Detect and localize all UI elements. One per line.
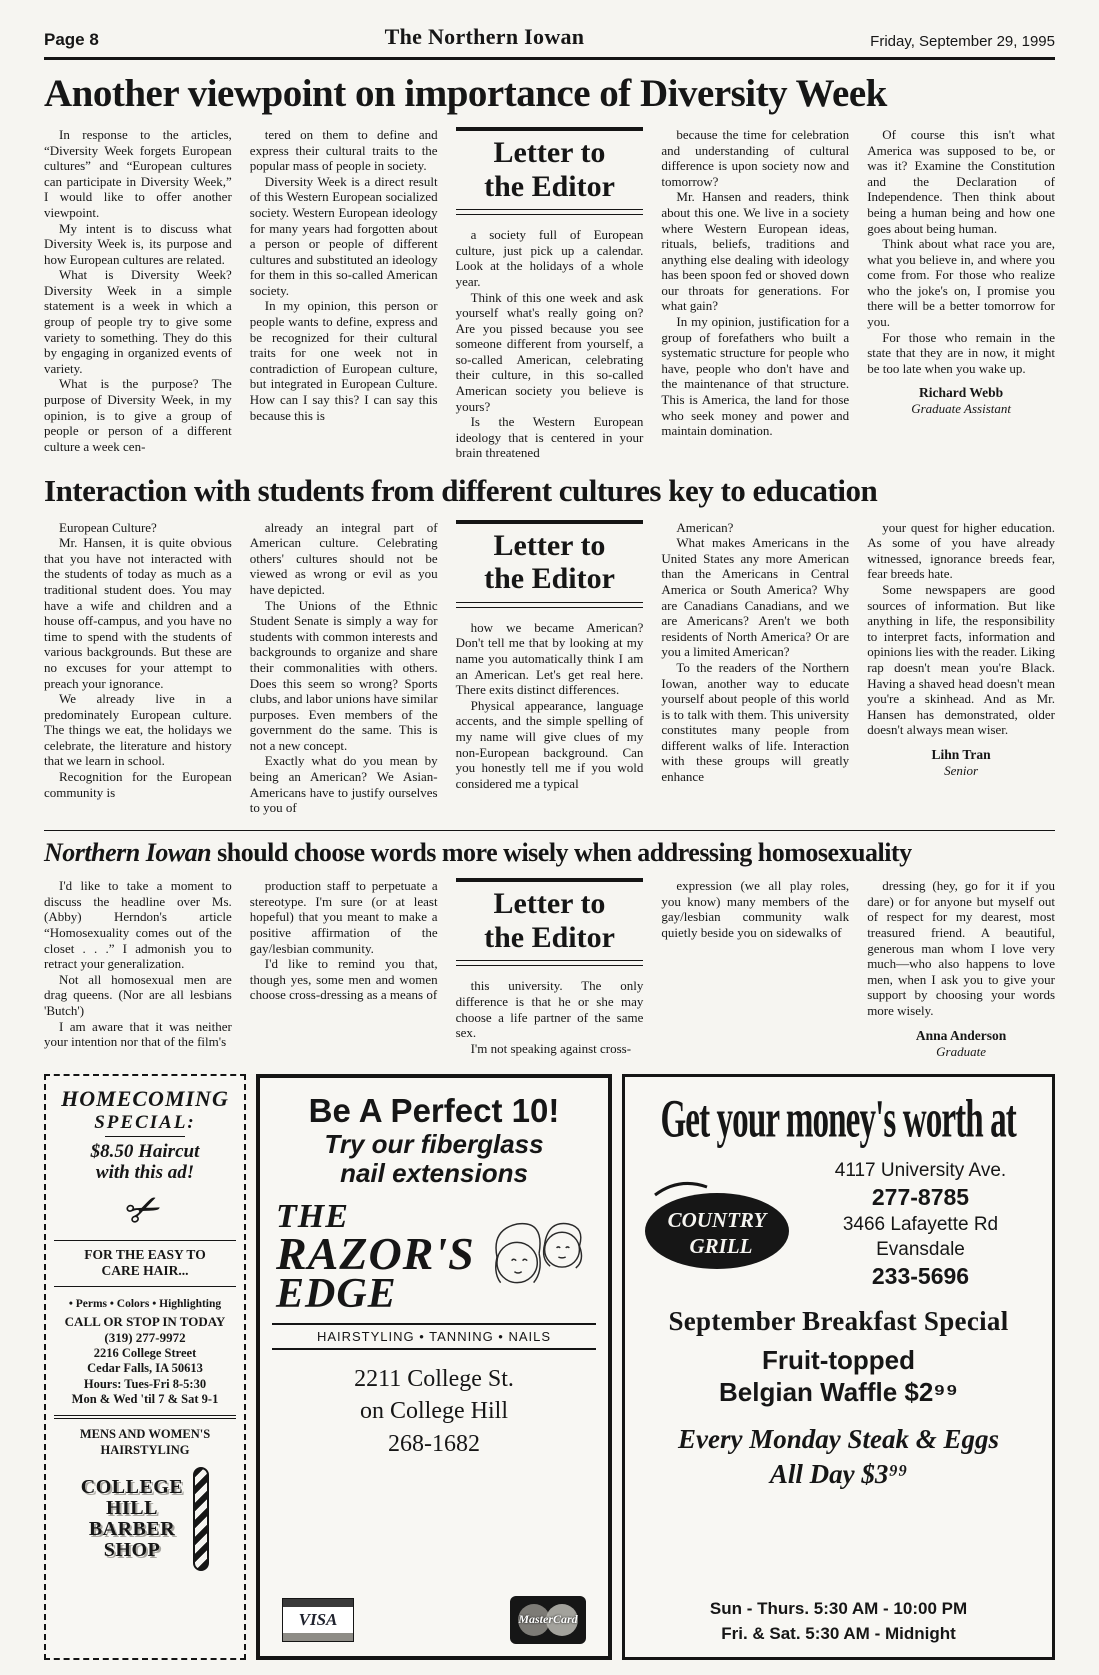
ad-monday-special-line: All Day $3⁹⁹ bbox=[769, 1458, 908, 1489]
scissors-icon: ✂ bbox=[119, 1183, 171, 1240]
ad-address-line: Evansdale bbox=[876, 1238, 965, 1260]
paragraph: production staff to perpetuate a stereotype. I'm sure (or at least hopeful) that you meant to make a positive affirmation of the gay/lesbian community. bbox=[249, 878, 438, 956]
visa-wordmark: VISA bbox=[298, 1610, 338, 1629]
shop-name-line: SHOP bbox=[103, 1538, 161, 1561]
ad-phone-number: 268-1682 bbox=[388, 1430, 480, 1457]
barber-shop-name-block bbox=[54, 1467, 236, 1571]
ad-address-line: 2216 College Street bbox=[93, 1345, 197, 1360]
paragraph: I'd like to remind you that, though yes, some men and women choose cross-dressing as a means of bbox=[249, 956, 438, 1003]
ad-phone-number: (319) 277-9972 bbox=[104, 1329, 186, 1345]
paragraph: My intent is to discuss what Diversity Week is, its purpose and how European cultures are related. bbox=[44, 220, 232, 267]
article-column bbox=[456, 520, 644, 816]
paragraph: dressing (hey, go for it if you dare) or for anyone but myself out of respect for my dearest, most treasured friend. A beautiful, generous man whom I love very much—who also happens to love men, when I ask you to give your support by choosing your words more wisely. bbox=[867, 878, 1055, 1018]
paragraph: I'm not speaking against cross- bbox=[470, 1040, 632, 1056]
models-illustration bbox=[475, 1201, 592, 1313]
article-column bbox=[456, 127, 644, 461]
article-column bbox=[661, 520, 849, 816]
article-headline bbox=[44, 839, 1055, 866]
paragraph: Think about what race you are, what you believe in, and where you come from. For those who realize who the joke's on, I promise you there will be a better tomorrow for you. bbox=[867, 236, 1055, 330]
paragraph: expression (we all play roles, you know) many members of the gay/lesbian community walk quietly beside you on sidewalks of bbox=[661, 878, 850, 940]
paragraph: how we became American? Don't tell me that by looking at my name you automatically think I am an American. Let's get real here. There exits distinct differences. bbox=[455, 619, 644, 698]
salon-name-line: THE bbox=[276, 1198, 349, 1236]
rule bbox=[54, 1286, 236, 1287]
paragraph: Not all homosexual men are drag queens. (Nor are all lesbians 'Butch') bbox=[44, 971, 232, 1018]
ad-phone-number: 233-5696 bbox=[871, 1263, 970, 1290]
paragraph: For those who remain in the state that they are in now, it might be too late when you wake up. bbox=[867, 329, 1055, 376]
article-column bbox=[250, 520, 438, 816]
barber-pole-icon bbox=[193, 1467, 209, 1571]
country-grill-logo bbox=[637, 1175, 797, 1275]
article-headline: Interaction with students from different cultures key to education bbox=[44, 473, 878, 509]
paragraph: Think of this one week and ask yourself what's really going on? Are you pissed because you see someone different from yourself, a so-called American, celebrating their culture, in this so-called American society you believe is yours? bbox=[455, 289, 644, 414]
rule bbox=[456, 520, 644, 524]
shop-name bbox=[81, 1477, 183, 1561]
ad-hours-block bbox=[637, 1596, 1040, 1647]
author-name: Lihn Tran bbox=[931, 746, 991, 762]
ad-subheadline: Try our fiberglass bbox=[324, 1128, 544, 1159]
ad-tagline: FOR THE EASY TO bbox=[84, 1247, 206, 1263]
paragraph: your quest for higher education. As some of you have already witnessed, ignorance breeds fear, fear breeds hate. bbox=[867, 519, 1055, 582]
shop-name-line: HILL bbox=[105, 1496, 158, 1519]
ad-monday-special bbox=[637, 1422, 1040, 1492]
paragraph: I'd like to take a moment to discuss the headline over Ms. (Abby) Herndon's article “Homosexuality comes out of the closet . . .” I admonish you to retract your generalization. bbox=[44, 878, 232, 972]
ad-special-item bbox=[637, 1345, 1040, 1407]
logo-word: GRILL bbox=[689, 1234, 753, 1259]
ad-hours-line: Hours: Tues-Fri 8-5:30 bbox=[83, 1376, 207, 1391]
article-diversity-week bbox=[44, 74, 1055, 461]
ad-address-line: Cedar Falls, IA 50613 bbox=[87, 1361, 203, 1376]
paragraph: What is Diversity Week? Diversity Week in a simple statement is a week in which a group of people try to give some variety to something. They do this by engaging in organized events of variety. bbox=[44, 267, 232, 376]
article-column bbox=[661, 127, 849, 461]
ad-tagline: CARE HAIR... bbox=[101, 1263, 189, 1279]
article-columns bbox=[44, 520, 1055, 816]
author-title: Graduate bbox=[936, 1043, 987, 1059]
paragraph: What is the purpose? The purpose of Diversity Week, in my opinion, is to give a group of people or person of a different culture a week cen- bbox=[44, 376, 232, 454]
ad-address-line: 3466 Lafayette Rd bbox=[842, 1214, 999, 1236]
article-column bbox=[456, 878, 644, 1059]
ad-special-line: HOMECOMING bbox=[61, 1085, 229, 1111]
paragraph: Recognition for the European community is bbox=[44, 769, 232, 800]
salon-name bbox=[276, 1198, 475, 1317]
salon-name-line: RAZOR'S bbox=[276, 1227, 475, 1279]
headline-italic-part: Northern Iowan bbox=[44, 837, 212, 867]
letter-to-editor-box bbox=[456, 520, 644, 608]
visa-logo bbox=[282, 1598, 354, 1642]
ad-address-line: on College Hill bbox=[360, 1397, 508, 1424]
paragraph: Mr. Hansen, it is quite obvious that you have not interacted with the students of today as much as a traditional student does. You may have a wife and children and a house off-campus, and you have no time to spend with the students of various backgrounds. But these are no excuses for your attempt to preach your ignorance. bbox=[44, 535, 232, 691]
salon-name-line: EDGE bbox=[276, 1270, 397, 1317]
shop-name-line: BARBER bbox=[88, 1517, 176, 1540]
ad-address-line: 4117 University Ave. bbox=[834, 1159, 1007, 1181]
underline-rule bbox=[105, 1136, 185, 1137]
paragraph: Diversity Week is a direct result of this Western European socialized society. Western European ideology for many years had forgotten about a person or people of different cultures and substituted an ideology for them in this so-called American society. bbox=[249, 173, 438, 298]
ad-special-line: SPECIAL: bbox=[94, 1111, 196, 1133]
paragraph: The Unions of the Ethnic Student Senate is simply a way for students with common interests and backgrounds to organize and share their commonalities with others. Does this seem so wrong? Sports clubs, and labor unions have similar purposes. Even members of the government do the same. This is not a new concept. bbox=[249, 597, 438, 753]
ad-address-line: 2211 College St. bbox=[354, 1366, 514, 1393]
ad-offer-text: $8.50 Haircut bbox=[90, 1140, 200, 1162]
paragraph: In my opinion, this person or people wants to define, express and be recognized for their cultural traits for one week not in contradiction of European culture, but integrated in European Culture. How can I say this? I can say this because this is bbox=[249, 298, 438, 423]
paragraph: To the readers of the Northern Iowan, another way to educate yourself about people of this world is to talk with them. This university constitutes many people from different walks of life. Interaction with these groups will greatly enhance bbox=[661, 659, 850, 785]
article-column bbox=[867, 520, 1055, 816]
ad-headline: Be A Perfect 10! bbox=[308, 1091, 560, 1129]
signature bbox=[867, 747, 1055, 779]
letter-to-editor-title: Letter to bbox=[493, 528, 606, 562]
rule bbox=[54, 1415, 236, 1419]
ad-call-to-action: CALL OR STOP IN TODAY bbox=[64, 1313, 226, 1329]
razors-edge-ad bbox=[256, 1074, 612, 1660]
article-column bbox=[44, 520, 232, 816]
author-title: Senior bbox=[944, 762, 979, 778]
mastercard-logo bbox=[510, 1596, 586, 1644]
paragraph: Of course this isn't what America was supposed to be, or was it? Examine the Constitution and the Declaration of Independence. Then think about being a human being and how one goes about being human. bbox=[867, 126, 1055, 236]
article-column bbox=[867, 127, 1055, 461]
ad-hours-line: Mon & Wed 'til 7 & Sat 9-1 bbox=[71, 1392, 219, 1407]
paragraph: tered on them to define and express their cultural traits to the popular mass of people in society. bbox=[249, 126, 438, 174]
ad-category-line: HAIRSTYLING bbox=[100, 1443, 190, 1458]
paragraph: In my opinion, justification for a group of forefathers who built a systematic structure for people who have, people who don't have and the maintenance of that structure. This is America, the land for those who seek money and power and maintain domination. bbox=[661, 314, 850, 439]
letter-to-editor-title: Letter to bbox=[493, 887, 606, 921]
ad-category-line: MENS AND WOMEN'S bbox=[79, 1427, 211, 1442]
paragraph: What makes Americans in the United States any more American than the Americans in Central America or South America? Why are Canadians Canadians, and we are Americans? Aren't we both residents of North America? Or are you a limited American? bbox=[661, 535, 850, 660]
signature bbox=[867, 1028, 1055, 1060]
letter-to-editor-title: the Editor bbox=[484, 169, 615, 203]
paragraph: We already live in a predominately European culture. The things we eat, the holidays we celebrate, the literature and history that we learn in school. bbox=[44, 691, 232, 769]
ad-headline-wrap bbox=[637, 1087, 1040, 1149]
ad-address-block bbox=[801, 1159, 1040, 1293]
author-title: Graduate Assistant bbox=[911, 401, 1011, 417]
grill-logo-and-address bbox=[637, 1159, 1040, 1293]
country-grill-ad bbox=[622, 1074, 1055, 1660]
article-headline: Another viewpoint on importance of Diversity Week bbox=[44, 72, 887, 115]
signature bbox=[867, 385, 1055, 417]
issue-date: Friday, September 29, 1995 bbox=[870, 33, 1055, 50]
payment-logos bbox=[272, 1596, 596, 1644]
ad-monday-special-line: Every Monday Steak & Eggs bbox=[678, 1423, 999, 1454]
article-interaction-with-students bbox=[44, 475, 1055, 816]
ad-special-item-line: Fruit-topped bbox=[761, 1345, 916, 1376]
headline-rest: should choose words more wisely when addressing homosexuality bbox=[211, 837, 912, 867]
rule bbox=[456, 878, 644, 882]
paragraph: European Culture? bbox=[59, 519, 157, 535]
salon-name-block bbox=[276, 1198, 592, 1317]
letter-to-editor-title: the Editor bbox=[484, 920, 615, 954]
letter-to-editor-title: the Editor bbox=[484, 562, 615, 596]
letter-to-editor-title: Letter to bbox=[493, 135, 606, 169]
shop-name-line: COLLEGE bbox=[80, 1475, 184, 1498]
rule bbox=[54, 1240, 236, 1241]
ad-headline: Get your money's worth at bbox=[660, 1088, 1017, 1148]
article-columns bbox=[44, 127, 1055, 461]
author-name: Richard Webb bbox=[919, 385, 1004, 401]
article-column bbox=[661, 878, 849, 1059]
ad-services-list: • Perms • Colors • Highlighting bbox=[68, 1297, 222, 1310]
rule bbox=[456, 127, 644, 131]
paragraph: already an integral part of American culture. Celebrating others' cultures should not be viewed as wrong or evil as you have depicted. bbox=[249, 519, 438, 597]
rule bbox=[456, 602, 644, 608]
paragraph: Is the Western European ideology that is centered in your brain threatened bbox=[455, 414, 644, 461]
ad-phone-number: 277-8785 bbox=[871, 1184, 970, 1211]
page-number: Page 8 bbox=[44, 30, 99, 49]
letter-to-editor-box bbox=[456, 127, 644, 215]
paragraph: Physical appearance, language accents, and the simple spelling of my name will give clues of my non-European background. Can you honestly tell me if you wold considered me a typical bbox=[455, 697, 644, 791]
rule bbox=[456, 960, 644, 966]
paragraph: In response to the articles, “Diversity Week forgets European cultures” and “European cultures can participate in Diversity Week,” I would like to offer another viewpoint. bbox=[44, 126, 232, 220]
barber-scissors-illustration bbox=[54, 1183, 236, 1240]
masthead: The Northern Iowan bbox=[384, 24, 585, 49]
ad-special-item-line: Belgian Waffle $2⁹⁹ bbox=[719, 1376, 958, 1407]
ad-subheadline: nail extensions bbox=[340, 1158, 528, 1189]
article-column bbox=[250, 127, 438, 461]
paragraph: Mr. Hansen and readers, think about this one. We live in a society where Western European ideas, rituals, beliefs, traditions and anything else dealing with ideology has been spoon fed or shoved down our throats for generations. For what gain? bbox=[661, 189, 850, 314]
ad-hours-line: Sun - Thurs. 5:30 AM - 10:00 PM bbox=[709, 1598, 968, 1618]
visa-band bbox=[283, 1633, 353, 1641]
article-column bbox=[44, 878, 232, 1059]
paragraph: this university. The only difference is that he or she may choose a life partner of the same sex. bbox=[455, 978, 644, 1041]
paragraph: a society full of European culture, just pick up a calendar. Look at the holidays of a whole year. bbox=[455, 227, 644, 289]
ad-services-banner: HAIRSTYLING • TANNING • NAILS bbox=[272, 1323, 596, 1350]
paragraph: American? bbox=[676, 519, 734, 535]
paragraph: Exactly what do you mean by being an American? We Asian-Americans have to justify ourselves to you of bbox=[249, 753, 438, 816]
article-columns bbox=[44, 878, 1055, 1059]
visa-band bbox=[283, 1599, 353, 1607]
article-column bbox=[867, 878, 1055, 1059]
paragraph: I am aware that it was neither your intention nor that of the film's bbox=[44, 1018, 232, 1050]
article-choose-words-wisely bbox=[44, 830, 1055, 1060]
ad-hours-line: Fri. & Sat. 5:30 AM - Midnight bbox=[721, 1624, 956, 1643]
logo-word: COUNTRY bbox=[667, 1208, 767, 1233]
advertisement-row bbox=[44, 1074, 1055, 1660]
paragraph: Some newspapers are good sources of information. But like anything in life, the responsibility to interpret facts, information and opinions lies with the reader. Liking rap doesn't mean you're Black. Having a shaved head doesn't mean you're a skinhead. And as Mr. Hansen has demonstrated, older doesn't always mean wiser. bbox=[867, 581, 1055, 738]
mastercard-wordmark: MasterCard bbox=[518, 1612, 578, 1626]
ad-special-title: September Breakfast Special bbox=[668, 1306, 1009, 1337]
ad-offer-text: with this ad! bbox=[95, 1162, 195, 1184]
page-header bbox=[44, 24, 1055, 60]
barber-shop-ad bbox=[44, 1074, 246, 1660]
author-name: Anna Anderson bbox=[915, 1027, 1007, 1043]
letter-to-editor-box bbox=[456, 878, 644, 966]
article-column bbox=[250, 878, 438, 1059]
paragraph: because the time for celebration and understanding of cultural difference is upon society now and tomorrow? bbox=[661, 126, 850, 189]
article-column bbox=[44, 127, 232, 461]
rule bbox=[456, 209, 644, 215]
